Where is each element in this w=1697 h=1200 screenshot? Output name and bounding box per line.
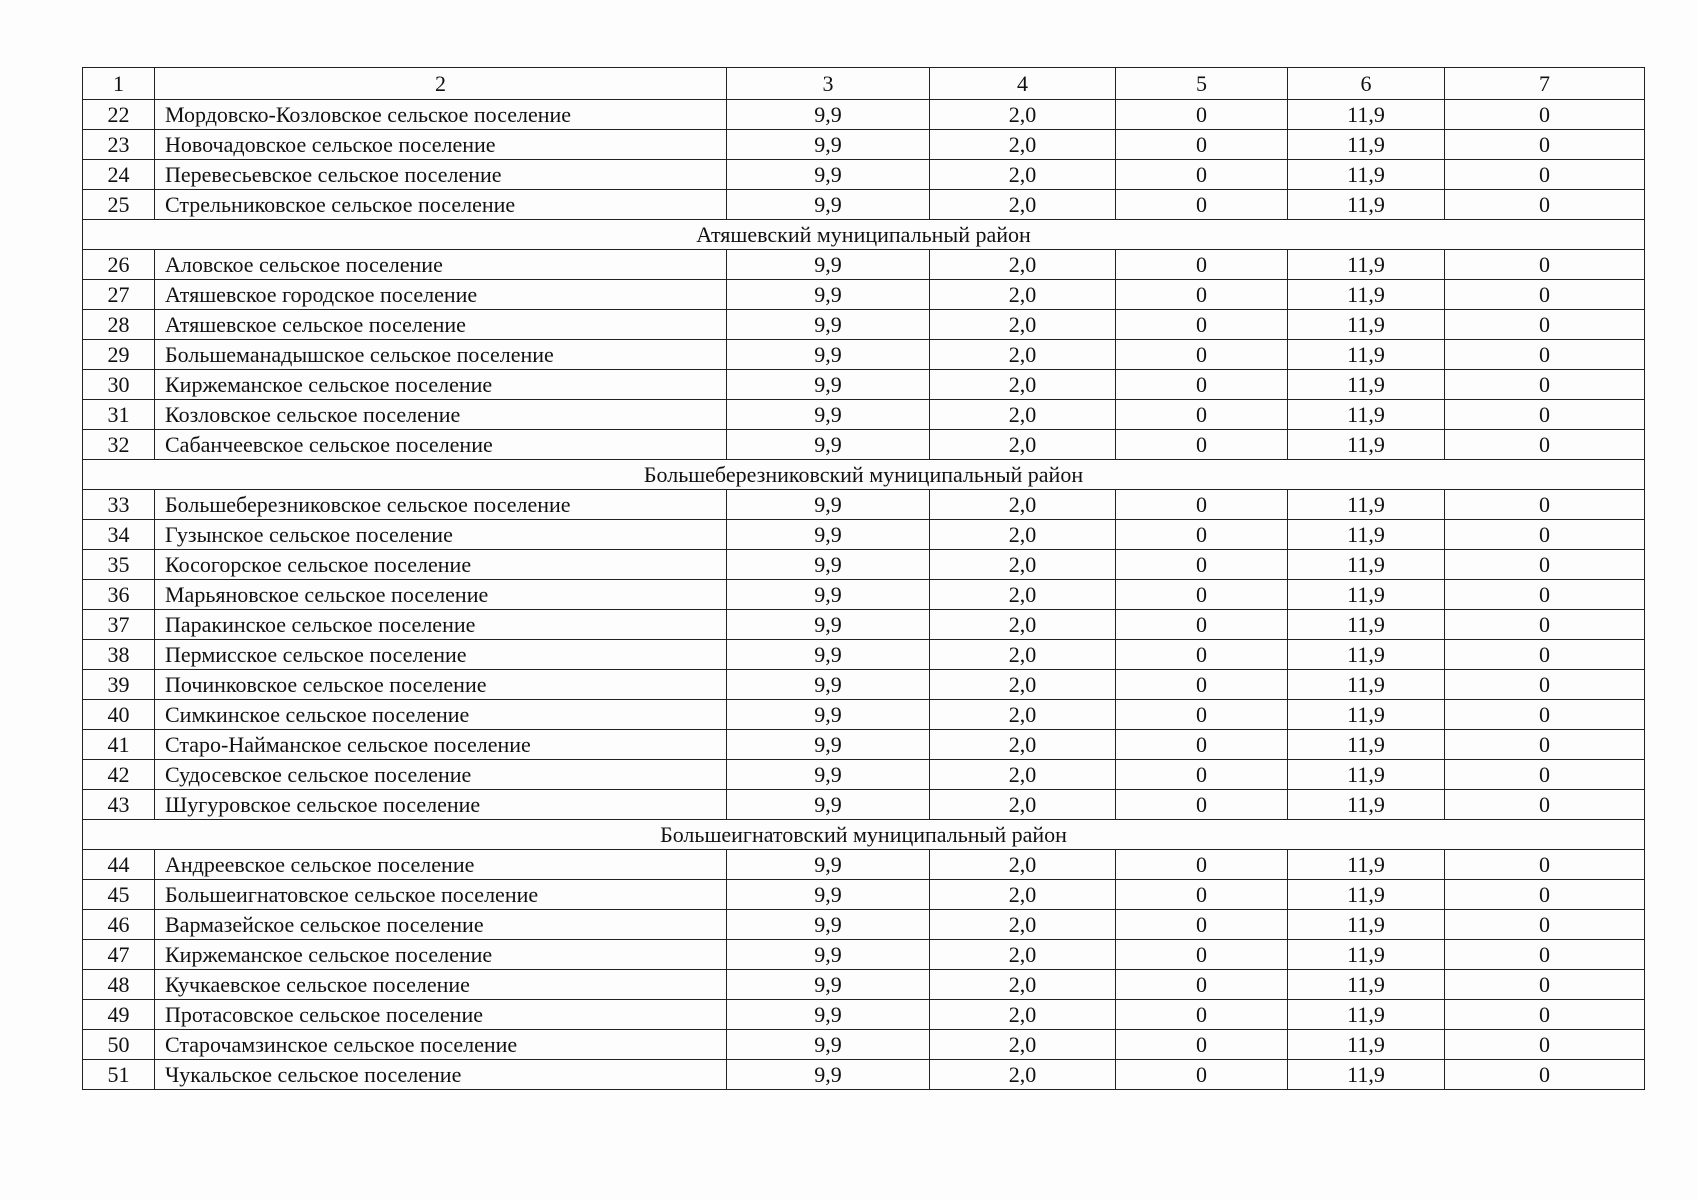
table-body: [83, 68, 1645, 1090]
value-col3-cell: 9,9: [727, 850, 930, 880]
header-cell: 5: [1116, 68, 1288, 100]
value-col7-cell: 0: [1445, 790, 1645, 820]
table-row: [83, 160, 1645, 190]
value-col3-cell: 9,9: [727, 400, 930, 430]
value-col7-cell: 0: [1445, 520, 1645, 550]
value-col4-cell: 2,0: [930, 160, 1116, 190]
district-title: Атяшевский муниципальный район: [83, 220, 1645, 250]
value-col7-cell: 0: [1445, 880, 1645, 910]
row-number-cell: 38: [83, 640, 155, 670]
value-col5-cell: 0: [1116, 1000, 1288, 1030]
value-col5-cell: 0: [1116, 670, 1288, 700]
value-col7-cell: 0: [1445, 730, 1645, 760]
table-row: [83, 190, 1645, 220]
value-col6-cell: 11,9: [1288, 700, 1445, 730]
value-col5-cell: 0: [1116, 700, 1288, 730]
value-col6-cell: 11,9: [1288, 760, 1445, 790]
row-number-cell: 22: [83, 100, 155, 130]
value-col7-cell: 0: [1445, 160, 1645, 190]
table-row: [83, 490, 1645, 520]
table-row: [83, 1030, 1645, 1060]
table-row: [83, 670, 1645, 700]
value-col7-cell: 0: [1445, 1060, 1645, 1090]
value-col3-cell: 9,9: [727, 100, 930, 130]
table-header-row: [83, 68, 1645, 100]
row-number-cell: 32: [83, 430, 155, 460]
row-number-cell: 30: [83, 370, 155, 400]
value-col3-cell: 9,9: [727, 910, 930, 940]
row-number-cell: 48: [83, 970, 155, 1000]
row-number-cell: 23: [83, 130, 155, 160]
row-number-cell: 43: [83, 790, 155, 820]
value-col5-cell: 0: [1116, 100, 1288, 130]
value-col5-cell: 0: [1116, 1030, 1288, 1060]
value-col4-cell: 2,0: [930, 250, 1116, 280]
header-cell: 7: [1445, 68, 1645, 100]
settlements-table: [82, 67, 1645, 1090]
settlement-name-cell: Новочадовское сельское поселение: [155, 130, 727, 160]
value-col5-cell: 0: [1116, 970, 1288, 1000]
value-col4-cell: 2,0: [930, 550, 1116, 580]
table-row: [83, 580, 1645, 610]
table-row: [83, 280, 1645, 310]
settlement-name-cell: Перевесьевское сельское поселение: [155, 160, 727, 190]
settlement-name-cell: Козловское сельское поселение: [155, 400, 727, 430]
value-col7-cell: 0: [1445, 130, 1645, 160]
row-number-cell: 29: [83, 340, 155, 370]
value-col6-cell: 11,9: [1288, 280, 1445, 310]
settlement-name-cell: Аловское сельское поселение: [155, 250, 727, 280]
value-col5-cell: 0: [1116, 310, 1288, 340]
value-col4-cell: 2,0: [930, 1030, 1116, 1060]
value-col6-cell: 11,9: [1288, 730, 1445, 760]
value-col4-cell: 2,0: [930, 640, 1116, 670]
table-row: [83, 700, 1645, 730]
value-col4-cell: 2,0: [930, 730, 1116, 760]
value-col6-cell: 11,9: [1288, 250, 1445, 280]
row-number-cell: 25: [83, 190, 155, 220]
table-row: [83, 940, 1645, 970]
row-number-cell: 46: [83, 910, 155, 940]
value-col5-cell: 0: [1116, 1060, 1288, 1090]
settlement-name-cell: Симкинское сельское поселение: [155, 700, 727, 730]
table-row: [83, 640, 1645, 670]
district-section-row: [83, 460, 1645, 490]
value-col6-cell: 11,9: [1288, 1030, 1445, 1060]
value-col3-cell: 9,9: [727, 280, 930, 310]
settlement-name-cell: Стрельниковское сельское поселение: [155, 190, 727, 220]
value-col3-cell: 9,9: [727, 490, 930, 520]
value-col5-cell: 0: [1116, 430, 1288, 460]
row-number-cell: 36: [83, 580, 155, 610]
value-col4-cell: 2,0: [930, 880, 1116, 910]
settlement-name-cell: Андреевское сельское поселение: [155, 850, 727, 880]
value-col3-cell: 9,9: [727, 940, 930, 970]
table-row: [83, 340, 1645, 370]
value-col5-cell: 0: [1116, 910, 1288, 940]
settlement-name-cell: Косогорское сельское поселение: [155, 550, 727, 580]
table-row: [83, 880, 1645, 910]
settlement-name-cell: Киржеманское сельское поселение: [155, 940, 727, 970]
value-col3-cell: 9,9: [727, 430, 930, 460]
settlement-name-cell: Марьяновское сельское поселение: [155, 580, 727, 610]
row-number-cell: 50: [83, 1030, 155, 1060]
value-col7-cell: 0: [1445, 1030, 1645, 1060]
value-col4-cell: 2,0: [930, 100, 1116, 130]
table-row: [83, 790, 1645, 820]
value-col7-cell: 0: [1445, 760, 1645, 790]
value-col5-cell: 0: [1116, 190, 1288, 220]
value-col5-cell: 0: [1116, 340, 1288, 370]
value-col6-cell: 11,9: [1288, 610, 1445, 640]
settlement-name-cell: Кучкаевское сельское поселение: [155, 970, 727, 1000]
value-col7-cell: 0: [1445, 100, 1645, 130]
header-cell: 2: [155, 68, 727, 100]
value-col7-cell: 0: [1445, 190, 1645, 220]
settlement-name-cell: Вармазейское сельское поселение: [155, 910, 727, 940]
settlement-name-cell: Протасовское сельское поселение: [155, 1000, 727, 1030]
value-col4-cell: 2,0: [930, 1000, 1116, 1030]
table-row: [83, 910, 1645, 940]
value-col3-cell: 9,9: [727, 580, 930, 610]
settlement-name-cell: Мордовско-Козловское сельское поселение: [155, 100, 727, 130]
value-col4-cell: 2,0: [930, 370, 1116, 400]
value-col3-cell: 9,9: [727, 790, 930, 820]
settlement-name-cell: Киржеманское сельское поселение: [155, 370, 727, 400]
value-col5-cell: 0: [1116, 850, 1288, 880]
value-col3-cell: 9,9: [727, 730, 930, 760]
value-col7-cell: 0: [1445, 640, 1645, 670]
district-section-row: [83, 220, 1645, 250]
value-col6-cell: 11,9: [1288, 310, 1445, 340]
value-col3-cell: 9,9: [727, 1000, 930, 1030]
settlement-name-cell: Пермисское сельское поселение: [155, 640, 727, 670]
table-row: [83, 850, 1645, 880]
value-col7-cell: 0: [1445, 580, 1645, 610]
value-col4-cell: 2,0: [930, 970, 1116, 1000]
row-number-cell: 40: [83, 700, 155, 730]
value-col3-cell: 9,9: [727, 160, 930, 190]
value-col4-cell: 2,0: [930, 910, 1116, 940]
row-number-cell: 39: [83, 670, 155, 700]
value-col4-cell: 2,0: [930, 490, 1116, 520]
value-col4-cell: 2,0: [930, 190, 1116, 220]
value-col3-cell: 9,9: [727, 700, 930, 730]
table-row: [83, 730, 1645, 760]
row-number-cell: 26: [83, 250, 155, 280]
value-col6-cell: 11,9: [1288, 430, 1445, 460]
settlement-name-cell: Старочамзинское сельское поселение: [155, 1030, 727, 1060]
value-col6-cell: 11,9: [1288, 160, 1445, 190]
value-col3-cell: 9,9: [727, 970, 930, 1000]
value-col6-cell: 11,9: [1288, 640, 1445, 670]
value-col6-cell: 11,9: [1288, 970, 1445, 1000]
value-col5-cell: 0: [1116, 760, 1288, 790]
table-row: [83, 520, 1645, 550]
value-col7-cell: 0: [1445, 670, 1645, 700]
value-col6-cell: 11,9: [1288, 850, 1445, 880]
table-row: [83, 1060, 1645, 1090]
value-col5-cell: 0: [1116, 160, 1288, 190]
value-col6-cell: 11,9: [1288, 880, 1445, 910]
table-row: [83, 130, 1645, 160]
value-col4-cell: 2,0: [930, 400, 1116, 430]
header-cell: 3: [727, 68, 930, 100]
value-col7-cell: 0: [1445, 970, 1645, 1000]
table-row: [83, 100, 1645, 130]
value-col7-cell: 0: [1445, 340, 1645, 370]
table-row: [83, 550, 1645, 580]
row-number-cell: 49: [83, 1000, 155, 1030]
value-col3-cell: 9,9: [727, 370, 930, 400]
value-col5-cell: 0: [1116, 250, 1288, 280]
row-number-cell: 28: [83, 310, 155, 340]
value-col5-cell: 0: [1116, 370, 1288, 400]
value-col3-cell: 9,9: [727, 520, 930, 550]
value-col6-cell: 11,9: [1288, 790, 1445, 820]
value-col5-cell: 0: [1116, 130, 1288, 160]
row-number-cell: 37: [83, 610, 155, 640]
value-col5-cell: 0: [1116, 580, 1288, 610]
value-col4-cell: 2,0: [930, 790, 1116, 820]
value-col5-cell: 0: [1116, 610, 1288, 640]
value-col3-cell: 9,9: [727, 880, 930, 910]
value-col3-cell: 9,9: [727, 610, 930, 640]
table-row: [83, 610, 1645, 640]
table-row: [83, 760, 1645, 790]
district-title: Большеигнатовский муниципальный район: [83, 820, 1645, 850]
value-col6-cell: 11,9: [1288, 490, 1445, 520]
row-number-cell: 24: [83, 160, 155, 190]
value-col6-cell: 11,9: [1288, 520, 1445, 550]
settlement-name-cell: Большеманадышское сельское поселение: [155, 340, 727, 370]
value-col6-cell: 11,9: [1288, 340, 1445, 370]
row-number-cell: 31: [83, 400, 155, 430]
value-col4-cell: 2,0: [930, 940, 1116, 970]
value-col5-cell: 0: [1116, 520, 1288, 550]
value-col6-cell: 11,9: [1288, 1000, 1445, 1030]
district-section-row: [83, 820, 1645, 850]
value-col4-cell: 2,0: [930, 610, 1116, 640]
value-col7-cell: 0: [1445, 310, 1645, 340]
header-cell: 4: [930, 68, 1116, 100]
value-col5-cell: 0: [1116, 400, 1288, 430]
value-col6-cell: 11,9: [1288, 100, 1445, 130]
settlement-name-cell: Шугуровское сельское поселение: [155, 790, 727, 820]
settlement-name-cell: Починковское сельское поселение: [155, 670, 727, 700]
table-row: [83, 370, 1645, 400]
row-number-cell: 41: [83, 730, 155, 760]
table-row: [83, 400, 1645, 430]
settlement-name-cell: Атяшевское городское поселение: [155, 280, 727, 310]
value-col7-cell: 0: [1445, 850, 1645, 880]
row-number-cell: 47: [83, 940, 155, 970]
value-col4-cell: 2,0: [930, 430, 1116, 460]
table-row: [83, 1000, 1645, 1030]
settlement-name-cell: Атяшевское сельское поселение: [155, 310, 727, 340]
row-number-cell: 35: [83, 550, 155, 580]
header-cell: 6: [1288, 68, 1445, 100]
settlement-name-cell: Сабанчеевское сельское поселение: [155, 430, 727, 460]
row-number-cell: 45: [83, 880, 155, 910]
value-col7-cell: 0: [1445, 550, 1645, 580]
value-col3-cell: 9,9: [727, 550, 930, 580]
value-col7-cell: 0: [1445, 700, 1645, 730]
value-col6-cell: 11,9: [1288, 1060, 1445, 1090]
row-number-cell: 34: [83, 520, 155, 550]
value-col3-cell: 9,9: [727, 130, 930, 160]
value-col3-cell: 9,9: [727, 310, 930, 340]
value-col4-cell: 2,0: [930, 340, 1116, 370]
value-col6-cell: 11,9: [1288, 670, 1445, 700]
row-number-cell: 27: [83, 280, 155, 310]
row-number-cell: 42: [83, 760, 155, 790]
value-col5-cell: 0: [1116, 640, 1288, 670]
row-number-cell: 51: [83, 1060, 155, 1090]
value-col6-cell: 11,9: [1288, 580, 1445, 610]
value-col4-cell: 2,0: [930, 580, 1116, 610]
value-col7-cell: 0: [1445, 250, 1645, 280]
district-title: Большеберезниковский муниципальный район: [83, 460, 1645, 490]
value-col7-cell: 0: [1445, 280, 1645, 310]
value-col5-cell: 0: [1116, 790, 1288, 820]
value-col6-cell: 11,9: [1288, 190, 1445, 220]
value-col3-cell: 9,9: [727, 250, 930, 280]
value-col7-cell: 0: [1445, 490, 1645, 520]
value-col7-cell: 0: [1445, 910, 1645, 940]
value-col5-cell: 0: [1116, 280, 1288, 310]
value-col5-cell: 0: [1116, 880, 1288, 910]
table-row: [83, 970, 1645, 1000]
settlement-name-cell: Чукальское сельское поселение: [155, 1060, 727, 1090]
value-col6-cell: 11,9: [1288, 370, 1445, 400]
table-row: [83, 250, 1645, 280]
settlement-name-cell: Старо-Найманское сельское поселение: [155, 730, 727, 760]
table-row: [83, 430, 1645, 460]
value-col4-cell: 2,0: [930, 520, 1116, 550]
value-col7-cell: 0: [1445, 610, 1645, 640]
row-number-cell: 33: [83, 490, 155, 520]
value-col7-cell: 0: [1445, 430, 1645, 460]
value-col5-cell: 0: [1116, 550, 1288, 580]
value-col3-cell: 9,9: [727, 1030, 930, 1060]
value-col3-cell: 9,9: [727, 670, 930, 700]
settlement-name-cell: Судосевское сельское поселение: [155, 760, 727, 790]
value-col4-cell: 2,0: [930, 1060, 1116, 1090]
value-col6-cell: 11,9: [1288, 400, 1445, 430]
value-col4-cell: 2,0: [930, 280, 1116, 310]
value-col6-cell: 11,9: [1288, 940, 1445, 970]
value-col7-cell: 0: [1445, 940, 1645, 970]
value-col7-cell: 0: [1445, 400, 1645, 430]
value-col4-cell: 2,0: [930, 760, 1116, 790]
value-col5-cell: 0: [1116, 940, 1288, 970]
value-col3-cell: 9,9: [727, 1060, 930, 1090]
value-col4-cell: 2,0: [930, 700, 1116, 730]
value-col4-cell: 2,0: [930, 850, 1116, 880]
table-row: [83, 310, 1645, 340]
value-col3-cell: 9,9: [727, 190, 930, 220]
settlement-name-cell: Большеберезниковское сельское поселение: [155, 490, 727, 520]
value-col6-cell: 11,9: [1288, 550, 1445, 580]
value-col5-cell: 0: [1116, 490, 1288, 520]
settlement-name-cell: Паракинское сельское поселение: [155, 610, 727, 640]
settlement-name-cell: Большеигнатовское сельское поселение: [155, 880, 727, 910]
value-col5-cell: 0: [1116, 730, 1288, 760]
value-col6-cell: 11,9: [1288, 130, 1445, 160]
value-col3-cell: 9,9: [727, 340, 930, 370]
header-cell: 1: [83, 68, 155, 100]
value-col4-cell: 2,0: [930, 130, 1116, 160]
value-col4-cell: 2,0: [930, 670, 1116, 700]
value-col7-cell: 0: [1445, 370, 1645, 400]
value-col4-cell: 2,0: [930, 310, 1116, 340]
value-col7-cell: 0: [1445, 1000, 1645, 1030]
value-col3-cell: 9,9: [727, 760, 930, 790]
value-col3-cell: 9,9: [727, 640, 930, 670]
row-number-cell: 44: [83, 850, 155, 880]
value-col6-cell: 11,9: [1288, 910, 1445, 940]
settlement-name-cell: Гузынское сельское поселение: [155, 520, 727, 550]
